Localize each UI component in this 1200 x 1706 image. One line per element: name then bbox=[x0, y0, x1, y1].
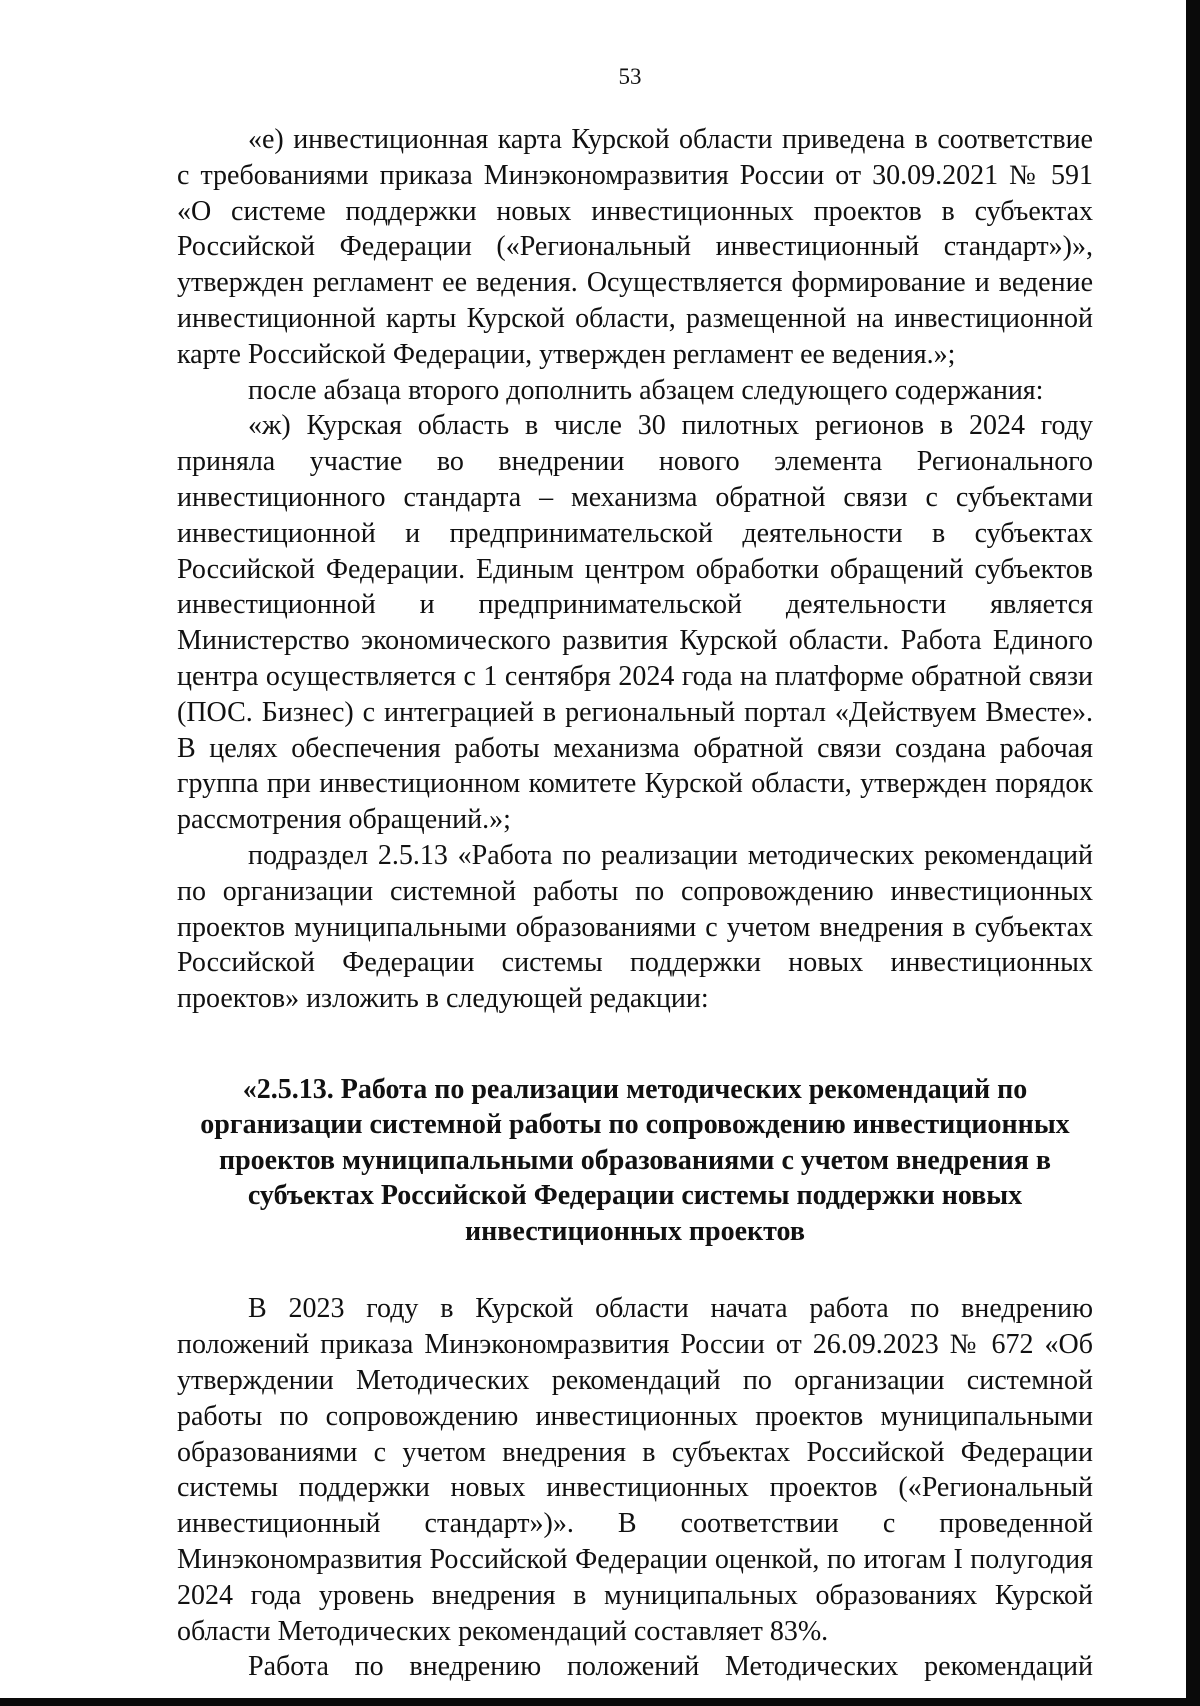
paragraph-continuation: Работа по внедрению положений Методических рекомендаций bbox=[248, 1651, 1093, 1683]
paragraph-investment-map: «е) инвестиционная карта Курской области приведена в соответствие с требованиями приказа Минэкономразвития России от 30.09.2021 № 591 «О системе поддержки новых инвестиционных проектов в субъектах Российской Федерации («Региональный инвестиционный стандарт»)», утвержден регламент ее ведения. Осуществляется формирование и ведение инвестиционной карты Курской области, размещенной на инвестиционной карте Российской Федерации, утвержден регламент ее ведения.»; bbox=[177, 124, 1093, 370]
scan-border-bottom bbox=[0, 1698, 1200, 1706]
paragraph-insert-instruction: после абзаца второго дополнить абзацем следующего содержания: bbox=[248, 374, 1044, 406]
paragraph-subsection-instruction: подраздел 2.5.13 «Работа по реализации методических рекомендаций по организации системной работы по сопровождению инвестиционных проектов муниципальными образованиями с учетом внедрения в субъектах Российской Федерации системы поддержки новых инвестиционных проектов» изложить в следующей редакции: bbox=[177, 839, 1093, 1015]
section-heading-block bbox=[177, 1072, 1093, 1250]
paragraph-implementation-2023: В 2023 году в Курской области начата работа по внедрению положений приказа Минэкономразвития России от 26.09.2023 № 672 «Об утверждении Методических рекомендаций по организации системной работы по сопровождению инвестиционных проектов муниципальными образованиями с учетом внедрения в субъектах Российской Федерации системы поддержки новых инвестиционных проектов («Региональный инвестиционный стандарт»)». В соответствии с проведенной Минэкономразвития Российской Федерации оценкой, по итогам I полугодия 2024 года уровень внедрения в муниципальных образованиях Курской области Методических рекомендаций составляет 83%. bbox=[177, 1293, 1093, 1647]
paragraph-feedback-mechanism: «ж) Курская область в числе 30 пилотных регионов в 2024 году приняла участие во внедрении нового элемента Регионального инвестиционного стандарта – механизма обратной связи с субъектами инвестиционной и предпринимательской деятельности в субъектах Российской Федерации. Единым центром обработки обращений субъектов инвестиционной и предпринимательской деятельности является Министерство экономического развития Курской области. Работа Единого центра осуществляется с 1 сентября 2024 года на платформе обратной связи (ПОС. Бизнес) с интеграцией в региональный портал «Действуем Вместе». В целях обеспечения работы механизма обратной связи создана рабочая группа при инвестиционном комитете Курской области, утвержден порядок рассмотрения обращений.»; bbox=[177, 410, 1093, 836]
section-heading: «2.5.13. Работа по реализации методических рекомендаций по организации системной работы по сопровождению инвестиционных проектов муниципальными образованиями с учетом внедрения в субъектах Российской Федерации системы поддержки новых инвестиционных проектов bbox=[200, 1073, 1070, 1247]
document-body bbox=[177, 122, 1093, 1685]
page-number: 53 bbox=[618, 64, 642, 89]
scan-border-right bbox=[1186, 0, 1200, 1706]
